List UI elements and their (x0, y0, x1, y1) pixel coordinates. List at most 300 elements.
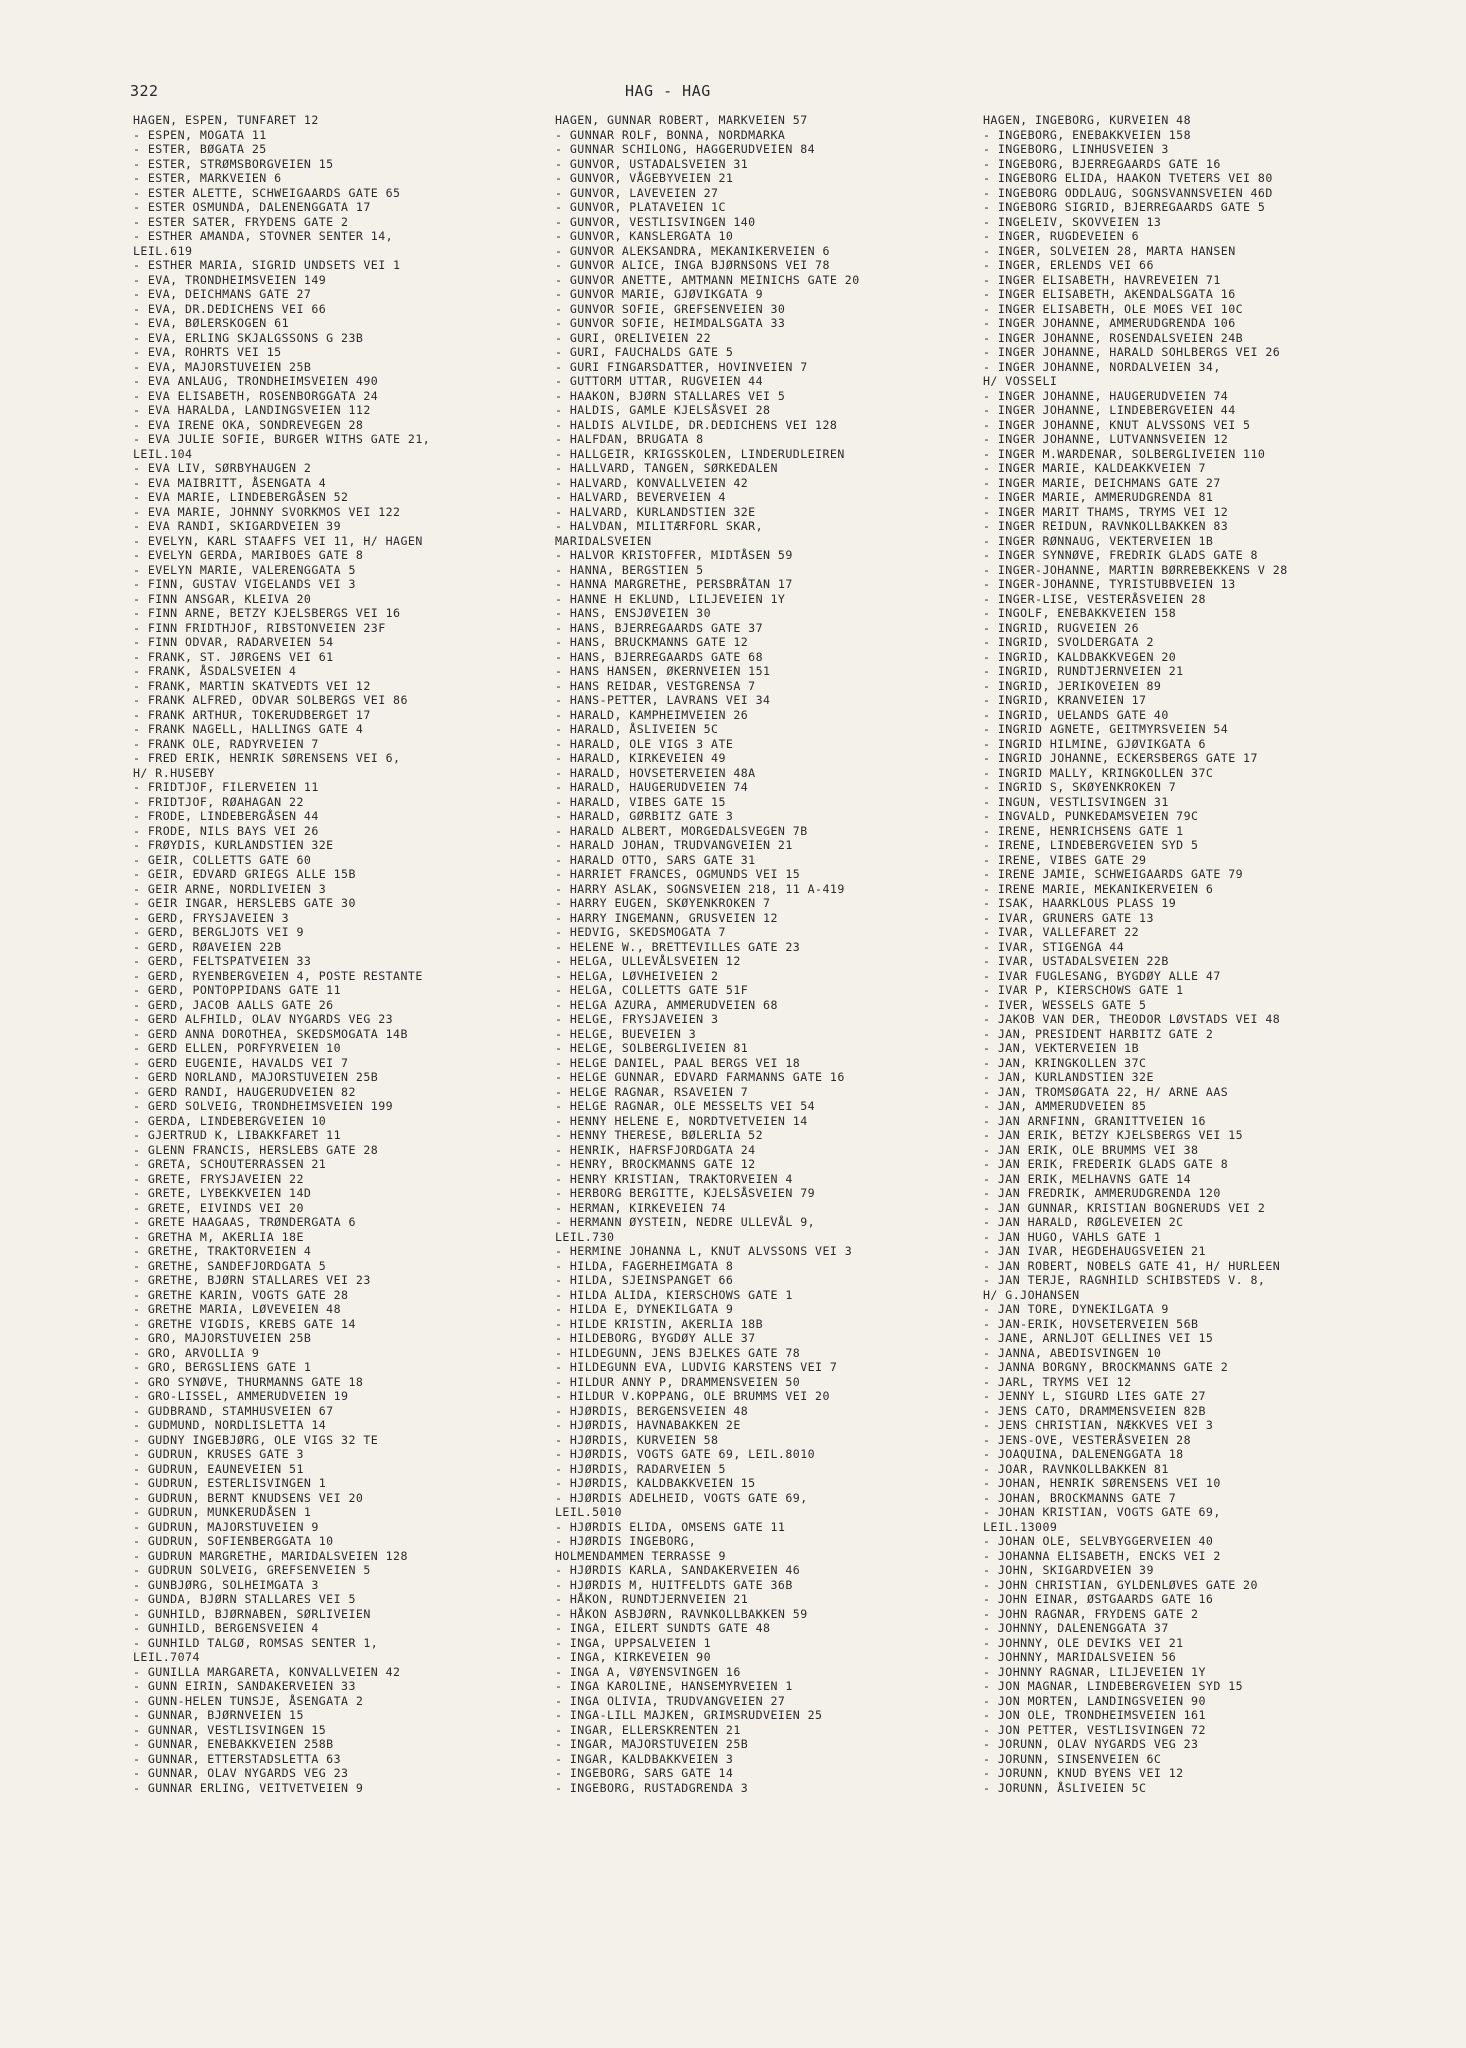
directory-entry: LEIL.730 (555, 1229, 615, 1244)
directory-entry: - EVELYN MARIE, VALERENGGATA 5 (133, 562, 356, 577)
directory-entry: - GRETHE, TRAKTORVEIEN 4 (133, 1244, 312, 1258)
directory-entry: - HILDA ALIDA, KIERSCHOWS GATE 1 (555, 1287, 793, 1302)
directory-entry: - HALVARD, KONVALLVEIEN 42 (555, 475, 749, 490)
directory-entry: - GRO, ARVOLLIA 9 (133, 1345, 260, 1360)
directory-entry: - JOHNNY, OLE DEVIKS VEI 21 (983, 1635, 1184, 1650)
directory-entry: - GUDRUN, MUNKERUDÅSEN 1 (133, 1505, 312, 1519)
directory-entry: - IVAR, USTADALSVEIEN 22B (983, 954, 1169, 968)
page-number: 322 (130, 82, 159, 100)
directory-entry: - JARL, TRYMS VEI 12 (983, 1374, 1132, 1389)
directory-entry: - GUTTORM UTTAR, RUGVEIEN 44 (555, 374, 764, 388)
directory-entry: - INGER-JOHANNE, MARTIN BØRREBEKKENS V 28 (983, 562, 1288, 577)
directory-entry: - GUNVOR, USTADALSVEIEN 31 (555, 156, 749, 171)
directory-entry: - HARALD, VIBES GATE 15 (555, 794, 726, 809)
directory-entry: - HARALD, ÅSLIVEIEN 5C (555, 722, 719, 736)
directory-entry: - HENRY, BROCKMANNS GATE 12 (555, 1157, 756, 1171)
directory-entry: LEIL.619 (133, 243, 193, 258)
directory-entry: - INGUN, VESTLISVINGEN 31 (983, 794, 1169, 809)
directory-entry: - GUDRUN SOLVEIG, GREFSENVEIEN 5 (133, 1563, 371, 1577)
directory-entry: - GUNVOR ALEKSANDRA, MEKANIKERVEIEN 6 (555, 243, 830, 258)
directory-entry: - FRODE, LINDEBERGÅSEN 44 (133, 809, 319, 823)
directory-entry: - EVA, MAJORSTUVEIEN 25B (133, 359, 312, 374)
directory-entry: - JAKOB VAN DER, THEODOR LØVSTADS VEI 48 (983, 1012, 1281, 1026)
directory-entry: - HANS HANSEN, ØKERNVEIEN 151 (555, 664, 771, 678)
directory-entry: - INGER RØNNAUG, VEKTERVEIEN 1B (983, 533, 1214, 548)
directory-entry: - ESTER SATER, FRYDENS GATE 2 (133, 214, 349, 229)
directory-entry: - INGRID, JERIKOVEIEN 89 (983, 678, 1162, 693)
directory-entry: - GERDA, LINDEBERGVEIEN 10 (133, 1113, 327, 1128)
directory-entry: - ESTER ALETTE, SCHWEIGAARDS GATE 65 (133, 185, 401, 200)
directory-entry: - GERD ALFHILD, OLAV NYGARDS VEG 23 (133, 1012, 394, 1026)
directory-entry: - HARRY INGEMANN, GRUSVEIEN 12 (555, 910, 778, 925)
directory-entry: - INGER JOHANNE, ROSENDALSVEIEN 24B (983, 330, 1244, 345)
directory-entry: - GUNNAR, OLAV NYGARDS VEG 23 (133, 1766, 349, 1780)
directory-entry: - GRETHE, BJØRN STALLARES VEI 23 (133, 1273, 371, 1287)
directory-entry: - GERD, RYENBERGVEIEN 4, POSTE RESTANTE (133, 968, 423, 983)
directory-entry: - ISAK, HAARKLOUS PLASS 19 (983, 896, 1177, 910)
directory-entry: - FRANK, ÅSDALSVEIEN 4 (133, 664, 297, 678)
directory-entry: - JENS CHRISTIAN, NÆKKVES VEI 3 (983, 1418, 1214, 1432)
directory-entry: - GUNNAR ERLING, VEITVETVEIEN 9 (133, 1780, 364, 1795)
directory-entry: - GURI, ORELIVEIEN 22 (555, 330, 712, 345)
directory-entry: - JAN IVAR, HEGDEHAUGSVEIEN 21 (983, 1244, 1206, 1258)
directory-entry: - JON MORTEN, LANDINGSVEIEN 90 (983, 1693, 1206, 1708)
directory-entry: - HJØRDIS, RADARVEIEN 5 (555, 1461, 726, 1476)
directory-entry: - GJERTRUD K, LIBAKKFARET 11 (133, 1128, 342, 1142)
directory-entry: HAGEN, INGEBORG, KURVEIEN 48 (983, 113, 1192, 127)
directory-entry: - FRANK ARTHUR, TOKERUDBERGET 17 (133, 707, 371, 722)
directory-entry: - INGA KAROLINE, HANSEMYRVEIEN 1 (555, 1679, 793, 1693)
directory-entry: - IRENE, VIBES GATE 29 (983, 852, 1147, 867)
directory-entry: - GUNILLA MARGARETA, KONVALLVEIEN 42 (133, 1664, 401, 1679)
directory-entry: - INGA, EILERT SUNDTS GATE 48 (555, 1621, 771, 1635)
directory-entry: - HJØRDIS, VOGTS GATE 69, LEIL.8010 (555, 1447, 816, 1461)
directory-entry: - HENNY THERESE, BØLERLIA 52 (555, 1128, 764, 1142)
directory-entry: - HANS, BJERREGAARDS GATE 68 (555, 649, 764, 664)
directory-entry: - JENNY L, SIGURD LIES GATE 27 (983, 1389, 1206, 1403)
directory-entry: - INGEBORG, BJERREGAARDS GATE 16 (983, 156, 1221, 171)
directory-entry: - GERD, FRYSJAVEIEN 3 (133, 910, 290, 925)
directory-entry: - FINN ANSGAR, KLEIVA 20 (133, 591, 312, 606)
directory-entry: - HERMANN ØYSTEIN, NEDRE ULLEVÅL 9, (555, 1215, 816, 1229)
directory-entry: - EVA, DEICHMANS GATE 27 (133, 287, 312, 301)
directory-entry: - JAN, VEKTERVEIEN 1B (983, 1041, 1140, 1055)
directory-entry: - INGA, KIRKEVEIEN 90 (555, 1650, 712, 1664)
directory-entry: HAGEN, GUNNAR ROBERT, MARKVEIEN 57 (555, 113, 808, 127)
directory-entry: - GUNVOR SOFIE, GREFSENVEIEN 30 (555, 301, 786, 316)
directory-entry: - HJØRDIS INGEBORG, (555, 1534, 697, 1548)
directory-entry: - JOHN CHRISTIAN, GYLDENLØVES GATE 20 (983, 1577, 1258, 1592)
directory-entry: - JAN ERIK, BETZY KJELSBERGS VEI 15 (983, 1128, 1244, 1142)
directory-entry: - JOHAN OLE, SELVBYGGERVEIEN 40 (983, 1534, 1214, 1548)
directory-entry: - GUDRUN, KRUSES GATE 3 (133, 1447, 304, 1461)
directory-entry: - GERD ELLEN, PORFYRVEIEN 10 (133, 1041, 342, 1055)
directory-entry: - JOHAN, BROCKMANNS GATE 7 (983, 1490, 1177, 1505)
directory-entry: - HELGA, LØVHEIVEIEN 2 (555, 968, 719, 983)
directory-entry: - HELGE RAGNAR, OLE MESSELTS VEI 54 (555, 1099, 816, 1113)
directory-entry: - ESTER, BØGATA 25 (133, 142, 267, 156)
directory-entry: - INGRID, KRANVEIEN 17 (983, 693, 1147, 707)
directory-column-2 (555, 113, 979, 1795)
directory-entry: - GERD ANNA DOROTHEA, SKEDSMOGATA 14B (133, 1026, 408, 1041)
directory-entry: - HJØRDIS ELIDA, OMSENS GATE 11 (555, 1519, 786, 1534)
directory-entry: - GRETE, LYBEKKVEIEN 14D (133, 1186, 312, 1200)
directory-entry: - JAN, PRESIDENT HARBITZ GATE 2 (983, 1026, 1214, 1041)
directory-entry: - GERD, RØAVEIEN 22B (133, 939, 282, 954)
directory-entry: - HANNA, BERGSTIEN 5 (555, 562, 704, 577)
directory-entry: - HJØRDIS, HAVNABAKKEN 2E (555, 1418, 741, 1432)
directory-entry: - JORUNN, OLAV NYGARDS VEG 23 (983, 1737, 1199, 1751)
directory-entry: - INGEBORG, LINHUSVEIEN 3 (983, 142, 1169, 156)
directory-entry: - HANS, ENSJØVEIEN 30 (555, 606, 712, 620)
directory-entry: - HELENE W., BRETTEVILLES GATE 23 (555, 939, 801, 954)
directory-entry: - GRO-LISSEL, AMMERUDVEIEN 19 (133, 1389, 349, 1403)
directory-entry: - GUNBJØRG, SOLHEIMGATA 3 (133, 1577, 319, 1592)
directory-entry: - GUNNAR, VESTLISVINGEN 15 (133, 1722, 327, 1737)
directory-entry: - JENS CATO, DRAMMENSVEIEN 82B (983, 1403, 1206, 1418)
directory-entry: - GUNVOR, KANSLERGATA 10 (555, 229, 734, 243)
directory-entry: - FRANK, MARTIN SKATVEDTS VEI 12 (133, 678, 371, 693)
directory-entry: - FINN, GUSTAV VIGELANDS VEI 3 (133, 577, 356, 591)
directory-entry: - ESTER, STRØMSBORGVEIEN 15 (133, 156, 334, 171)
directory-entry: - GUDMUND, NORDLISLETTA 14 (133, 1418, 327, 1432)
directory-entry: - FRED ERIK, HENRIK SØRENSENS VEI 6, (133, 751, 401, 765)
directory-entry: - HANS-PETTER, LAVRANS VEI 34 (555, 693, 771, 707)
directory-entry: - JOHAN KRISTIAN, VOGTS GATE 69, (983, 1505, 1221, 1519)
directory-entry: - HJØRDIS M, HUITFELDTS GATE 36B (555, 1577, 793, 1592)
directory-entry: - INGER MARIT THAMS, TRYMS VEI 12 (983, 504, 1229, 519)
directory-entry: - HALDIS ALVILDE, DR.DEDICHENS VEI 128 (555, 417, 838, 432)
directory-entry: - INGER JOHANNE, KNUT ALVSSONS VEI 5 (983, 417, 1251, 432)
directory-entry: - INGA OLIVIA, TRUDVANGVEIEN 27 (555, 1693, 786, 1708)
directory-entry: - JAN FREDRIK, AMMERUDGRENDA 120 (983, 1186, 1221, 1200)
directory-entry: - JOHNNY, MARIDALSVEIEN 56 (983, 1650, 1177, 1664)
directory-entry: - EVA, BØLERSKOGEN 61 (133, 316, 290, 330)
directory-entry: - INGEBORG SIGRID, BJERREGAARDS GATE 5 (983, 200, 1266, 214)
directory-entry: - HILDEGUNN EVA, LUDVIG KARSTENS VEI 7 (555, 1360, 838, 1374)
directory-entry: - HEDVIG, SKEDSMOGATA 7 (555, 925, 726, 939)
directory-entry: - INGOLF, ENEBAKKVEIEN 158 (983, 606, 1177, 620)
directory-entry: - HALLGEIR, KRIGSSKOLEN, LINDERUDLEIREN (555, 446, 845, 461)
directory-entry: - JAN ERIK, OLE BRUMMS VEI 38 (983, 1142, 1199, 1157)
directory-entry: H/ VOSSELI (983, 374, 1058, 388)
directory-entry: - HELGA, COLLETTS GATE 51F (555, 983, 749, 997)
directory-entry: - JENS-OVE, VESTERÅSVEIEN 28 (983, 1432, 1192, 1447)
directory-column-3 (983, 113, 1423, 1795)
directory-entry: - EVA MARIE, JOHNNY SVORKMOS VEI 122 (133, 504, 401, 519)
directory-entry: - HELGE, BUEVEIEN 3 (555, 1026, 697, 1041)
directory-entry: - INGA-LILL MAJKEN, GRIMSRUDVEIEN 25 (555, 1708, 823, 1722)
directory-entry: - ESTER, MARKVEIEN 6 (133, 171, 282, 185)
directory-entry: - INGAR, ELLERSKRENTEN 21 (555, 1722, 741, 1737)
directory-entry: - FINN ARNE, BETZY KJELSBERGS VEI 16 (133, 606, 401, 620)
directory-entry: - HARALD, HOVSETERVEIEN 48A (555, 765, 756, 780)
directory-entry: - JAN, TROMSØGATA 22, H/ ARNE AAS (983, 1084, 1229, 1099)
directory-entry: - JOAQUINA, DALENENGGATA 18 (983, 1447, 1184, 1461)
directory-entry: - GEIR, EDVARD GRIEGS ALLE 15B (133, 867, 356, 881)
directory-entry: - EVA MARIE, LINDEBERGÅSEN 52 (133, 490, 349, 504)
directory-entry: - FRANK, ST. JØRGENS VEI 61 (133, 649, 334, 664)
directory-entry: - FRIDTJOF, FILERVEIEN 11 (133, 780, 319, 794)
directory-entry: - HERMINE JOHANNA L, KNUT ALVSSONS VEI 3 (555, 1244, 853, 1258)
directory-entry: - IVAR P, KIERSCHOWS GATE 1 (983, 983, 1184, 997)
directory-entry: - INGER, ERLENDS VEI 66 (983, 258, 1154, 272)
directory-entry: - INGEBORG ODDLAUG, SOGNSVANNSVEIEN 46D (983, 185, 1273, 200)
directory-column-1 (133, 113, 551, 1795)
directory-entry: - IVAR, STIGENGA 44 (983, 939, 1125, 954)
directory-entry: - INGER SYNNØVE, FREDRIK GLADS GATE 8 (983, 548, 1258, 562)
directory-entry: - INGER-LISE, VESTERÅSVEIEN 28 (983, 591, 1206, 606)
directory-entry: - JOAR, RAVNKOLLBAKKEN 81 (983, 1461, 1169, 1476)
directory-entry: - INGER MARIE, DEICHMANS GATE 27 (983, 475, 1221, 490)
directory-entry: - HILDEBORG, BYGDØY ALLE 37 (555, 1331, 756, 1345)
directory-entry: - HILDE KRISTIN, AKERLIA 18B (555, 1316, 764, 1331)
directory-entry: - HAAKON, BJØRN STALLARES VEI 5 (555, 388, 786, 403)
directory-entry: - HELGE, FRYSJAVEIEN 3 (555, 1012, 719, 1026)
directory-entry: - GEIR ARNE, NORDLIVEIEN 3 (133, 881, 327, 896)
directory-entry: - GURI FINGARSDATTER, HOVINVEIEN 7 (555, 359, 808, 374)
directory-entry: - EVA JULIE SOFIE, BURGER WITHS GATE 21, (133, 432, 431, 446)
directory-entry: - HILDUR ANNY P, DRAMMENSVEIEN 50 (555, 1374, 801, 1389)
directory-entry: - INGER JOHANNE, LUTVANNSVEIEN 12 (983, 432, 1229, 446)
directory-entry: - INGER MARIE, KALDEAKKVEIEN 7 (983, 461, 1206, 475)
directory-entry: - HJØRDIS, KURVEIEN 58 (555, 1432, 719, 1447)
directory-entry: - GUNVOR, LAVEVEIEN 27 (555, 185, 719, 200)
directory-entry: - HARRY ASLAK, SOGNSVEIEN 218, 11 A-419 (555, 881, 845, 896)
directory-entry: - JAN-ERIK, HOVSETERVEIEN 56B (983, 1316, 1199, 1331)
running-head: HAG - HAG (625, 82, 711, 100)
directory-entry: - FRANK ALFRED, ODVAR SOLBERGS VEI 86 (133, 693, 408, 707)
directory-entry: - HELGE GUNNAR, EDVARD FARMANNS GATE 16 (555, 1070, 845, 1084)
directory-entry: - HELGE, SOLBERGLIVEIEN 81 (555, 1041, 749, 1055)
directory-entry: - HELGA, ULLEVÅLSVEIEN 12 (555, 954, 741, 968)
directory-entry: - INGER ELISABETH, HAVREVEIEN 71 (983, 272, 1221, 287)
directory-entry: - JAN TORE, DYNEKILGATA 9 (983, 1302, 1169, 1316)
directory-entry: - JOHNNY, DALENENGGATA 37 (983, 1621, 1169, 1635)
directory-entry: - INGEBORG, ENEBAKKVEIEN 158 (983, 127, 1192, 142)
directory-entry: - GRETHE, SANDEFJORDGATA 5 (133, 1258, 327, 1273)
directory-entry: - HILDUR V.KOPPANG, OLE BRUMMS VEI 20 (555, 1389, 830, 1403)
directory-entry: - IRENE, LINDEBERGVEIEN SYD 5 (983, 838, 1199, 852)
directory-entry: HAGEN, ESPEN, TUNFARET 12 (133, 113, 319, 127)
directory-entry: - INGER-JOHANNE, TYRISTUBBVEIEN 13 (983, 577, 1236, 591)
directory-entry: - GRETE, EIVINDS VEI 20 (133, 1200, 304, 1215)
directory-entry: - INGRID, RUGVEIEN 26 (983, 620, 1140, 635)
directory-entry: - INGRID, UELANDS GATE 40 (983, 707, 1169, 722)
directory-entry: - JON OLE, TRONDHEIMSVEIEN 161 (983, 1708, 1206, 1722)
directory-entry: - GERD NORLAND, MAJORSTUVEIEN 25B (133, 1070, 379, 1084)
directory-entry: - GUDRUN, EAUNEVEIEN 51 (133, 1461, 304, 1476)
directory-entry: - HANNA MARGRETHE, PERSBRÅTAN 17 (555, 577, 793, 591)
directory-entry: - GURI, FAUCHALDS GATE 5 (555, 345, 734, 359)
directory-entry: - INGAR, MAJORSTUVEIEN 25B (555, 1737, 749, 1751)
directory-entry: - JAN, AMMERUDVEIEN 85 (983, 1099, 1147, 1113)
directory-entry: - HALLVARD, TANGEN, SØRKEDALEN (555, 461, 778, 475)
directory-entry: - INGAR, KALDBAKKVEIEN 3 (555, 1751, 734, 1766)
directory-entry: - HARALD JOHAN, TRUDVANGVEIEN 21 (555, 838, 793, 852)
directory-entry: - HALVARD, BEVERVEIEN 4 (555, 490, 726, 504)
directory-entry: - FRANK NAGELL, HALLINGS GATE 4 (133, 722, 364, 736)
directory-entry: H/ G.JOHANSEN (983, 1287, 1080, 1302)
directory-entry: - GUNVOR ALICE, INGA BJØRNSONS VEI 78 (555, 258, 830, 272)
directory-entry: - EVA IRENE OKA, SONDREVEGEN 28 (133, 417, 364, 432)
directory-entry: - JAN ERIK, MELHAVNS GATE 14 (983, 1171, 1192, 1186)
directory-entry: - GUNDA, BJØRN STALLARES VEI 5 (133, 1592, 356, 1606)
directory-entry: - JAN HARALD, RØGLEVEIEN 2C (983, 1215, 1184, 1229)
directory-entry: - INGER, RUGDEVEIEN 6 (983, 229, 1140, 243)
directory-entry: - HENRY KRISTIAN, TRAKTORVEIEN 4 (555, 1171, 793, 1186)
directory-entry: - HALVARD, KURLANDSTIEN 32E (555, 504, 756, 519)
directory-entry: - INGVALD, PUNKEDAMSVEIEN 79C (983, 809, 1199, 823)
directory-entry: - EVA, ROHRTS VEI 15 (133, 345, 282, 359)
directory-entry: - HELGE RAGNAR, RSAVEIEN 7 (555, 1084, 749, 1099)
directory-entry: - ESTER OSMUNDA, DALENENGGATA 17 (133, 200, 371, 214)
directory-entry: - JORUNN, KNUD BYENS VEI 12 (983, 1766, 1184, 1780)
directory-entry: - GUNVOR ANETTE, AMTMANN MEINICHS GATE 20 (555, 272, 860, 287)
directory-entry: - HÅKON, RUNDTJERNVEIEN 21 (555, 1592, 749, 1606)
directory-entry: - JAN, KRINGKOLLEN 37C (983, 1055, 1147, 1070)
directory-entry: - HJØRDIS, KALDBAKKVEIEN 15 (555, 1476, 756, 1490)
directory-entry: - INGER, SOLVEIEN 28, MARTA HANSEN (983, 243, 1236, 258)
directory-entry: - GERD, BERGLJOTS VEI 9 (133, 925, 304, 939)
directory-entry: - EVA ELISABETH, ROSENBORGGATA 24 (133, 388, 379, 403)
directory-entry: - FRØYDIS, KURLANDSTIEN 32E (133, 838, 334, 852)
directory-entry: - HARALD ALBERT, MORGEDALSVEGEN 7B (555, 823, 808, 838)
directory-entry: - EVA HARALDA, LANDINGSVEIEN 112 (133, 403, 371, 417)
directory-entry: - INGEBORG, SARS GATE 14 (555, 1766, 734, 1780)
directory-entry: LEIL.104 (133, 446, 193, 461)
directory-entry: - INGER JOHANNE, HARALD SOHLBERGS VEI 26 (983, 345, 1281, 359)
directory-entry: LEIL.7074 (133, 1650, 200, 1664)
directory-entry: - INGER JOHANNE, HAUGERUDVEIEN 74 (983, 388, 1229, 403)
directory-entry: - INGER JOHANNE, AMMERUDGRENDA 106 (983, 316, 1236, 330)
directory-entry: - GRETHE KARIN, VOGTS GATE 28 (133, 1287, 349, 1302)
directory-entry: - ESPEN, MOGATA 11 (133, 127, 267, 142)
directory-entry: - INGRID HILMINE, GJØVIKGATA 6 (983, 736, 1206, 751)
directory-entry: - JOHAN, HENRIK SØRENSENS VEI 10 (983, 1476, 1221, 1490)
directory-entry: - IRENE JAMIE, SCHWEIGAARDS GATE 79 (983, 867, 1244, 881)
directory-entry: - JON MAGNAR, LINDEBERGVEIEN SYD 15 (983, 1679, 1244, 1693)
directory-entry: - GUNHILD TALGØ, ROMSAS SENTER 1, (133, 1635, 379, 1650)
directory-entry: - INGELEIV, SKOVVEIEN 13 (983, 214, 1162, 229)
directory-entry: - HILDEGUNN, JENS BJELKES GATE 78 (555, 1345, 801, 1360)
directory-entry: - FINN FRIDTHJOF, RIBSTONVEIEN 23F (133, 620, 386, 635)
directory-entry: - GUDRUN MARGRETHE, MARIDALSVEIEN 128 (133, 1548, 408, 1563)
directory-entry: - INGRID AGNETE, GEITMYRSVEIEN 54 (983, 722, 1229, 736)
directory-entry: - GUNNAR, BJØRNVEIEN 15 (133, 1708, 304, 1722)
directory-entry: - INGRID S, SKØYENKROKEN 7 (983, 780, 1177, 794)
directory-entry: - HÅKON ASBJØRN, RAVNKOLLBAKKEN 59 (555, 1606, 808, 1621)
directory-entry: - HALDIS, GAMLE KJELSÅSVEI 28 (555, 403, 771, 417)
directory-entry: - GUNHILD, BJØRNABEN, SØRLIVEIEN (133, 1606, 371, 1621)
directory-entry: - HENRIK, HAFRSFJORDGATA 24 (555, 1142, 756, 1157)
directory-entry: - JOHN, SKIGARDVEIEN 39 (983, 1563, 1154, 1577)
directory-entry: - JANNA, ABEDISVINGEN 10 (983, 1345, 1162, 1360)
directory-entry: - JAN ROBERT, NOBELS GATE 41, H/ HURLEEN (983, 1258, 1281, 1273)
directory-entry: - JOHN EINAR, ØSTGAARDS GATE 16 (983, 1592, 1214, 1606)
directory-entry: - GUDRUN, SOFIENBERGGATA 10 (133, 1534, 334, 1548)
directory-entry: - INGER JOHANNE, NORDALVEIEN 34, (983, 359, 1221, 374)
directory-entry: - HARALD, GØRBITZ GATE 3 (555, 809, 734, 823)
directory-entry: - HANS REIDAR, VESTGRENSA 7 (555, 678, 756, 693)
directory-entry: - JORUNN, SINSENVEIEN 6C (983, 1751, 1162, 1766)
directory-entry: - EVA, ERLING SKJALGSSONS G 23B (133, 330, 364, 345)
directory-entry: - GRO, BERGSLIENS GATE 1 (133, 1360, 312, 1374)
directory-entry: - IVAR, GRUNERS GATE 13 (983, 910, 1154, 925)
directory-entry: - GRO, MAJORSTUVEIEN 25B (133, 1331, 312, 1345)
directory-entry: - EVA RANDI, SKIGARDVEIEN 39 (133, 519, 342, 533)
directory-entry: - EVELYN GERDA, MARIBOES GATE 8 (133, 548, 364, 562)
directory-entry: - GRETHE VIGDIS, KREBS GATE 14 (133, 1316, 356, 1331)
directory-entry: - GERD, FELTSPATVEIEN 33 (133, 954, 312, 968)
directory-entry: - JAN ERIK, FREDERIK GLADS GATE 8 (983, 1157, 1229, 1171)
directory-entry: - IVAR, VALLEFARET 22 (983, 925, 1140, 939)
directory-entry: - GERD SOLVEIG, TRONDHEIMSVEIEN 199 (133, 1099, 394, 1113)
directory-entry: - HARRIET FRANCES, OGMUNDS VEI 15 (555, 867, 801, 881)
directory-entry: - GUNVOR SOFIE, HEIMDALSGATA 33 (555, 316, 786, 330)
directory-entry: - GUNNAR, ETTERSTADSLETTA 63 (133, 1751, 342, 1766)
directory-entry: - JAN HUGO, VAHLS GATE 1 (983, 1229, 1162, 1244)
directory-entry: - GUDRUN, MAJORSTUVEIEN 9 (133, 1519, 319, 1534)
directory-entry: - GRETA, SCHOUTERRASSEN 21 (133, 1157, 327, 1171)
directory-entry: - GEIR, COLLETTS GATE 60 (133, 852, 312, 867)
directory-entry: - ESTHER MARIA, SIGRID UNDSETS VEI 1 (133, 258, 401, 272)
directory-entry: - GERD, PONTOPPIDANS GATE 11 (133, 983, 342, 997)
directory-entry: - INGER JOHANNE, LINDEBERGVEIEN 44 (983, 403, 1236, 417)
directory-entry: - HJØRDIS ADELHEID, VOGTS GATE 69, (555, 1490, 808, 1505)
directory-entry: - INGRID, SVOLDERGATA 2 (983, 635, 1154, 649)
directory-entry: - IRENE MARIE, MEKANIKERVEIEN 6 (983, 881, 1214, 896)
directory-entry: - INGRID, KALDBAKKVEGEN 20 (983, 649, 1177, 664)
directory-entry: - GRETE HAAGAAS, TRØNDERGATA 6 (133, 1215, 356, 1229)
directory-entry: - JOHANNA ELISABETH, ENCKS VEI 2 (983, 1548, 1221, 1563)
directory-entry: - INGEBORG, RUSTADGRENDA 3 (555, 1780, 749, 1795)
directory-entry: MARIDALSVEIEN (555, 533, 652, 548)
directory-entry: HOLMENDAMMEN TERRASSE 9 (555, 1548, 726, 1563)
directory-entry: - HARALD, HAUGERUDVEIEN 74 (555, 780, 749, 794)
directory-entry: - GUNNAR ROLF, BONNA, NORDMARKA (555, 127, 786, 142)
directory-entry: - INGER ELISABETH, AKENDALSGATA 16 (983, 287, 1236, 301)
directory-entry: - INGEBORG ELIDA, HAAKON TVETERS VEI 80 (983, 171, 1273, 185)
directory-entry: - HARALD OTTO, SARS GATE 31 (555, 852, 756, 867)
directory-entry: - GUNVOR, VÅGEBYVEIEN 21 (555, 171, 734, 185)
directory-entry: - GUNVOR, PLATAVEIEN 1C (555, 200, 726, 214)
directory-entry: - GLENN FRANCIS, HERSLEBS GATE 28 (133, 1142, 379, 1157)
directory-entry: - HJØRDIS, BERGENSVEIEN 48 (555, 1403, 749, 1418)
directory-entry: - GUDBRAND, STAMHUSVEIEN 67 (133, 1403, 334, 1418)
directory-entry: - IVER, WESSELS GATE 5 (983, 997, 1147, 1012)
directory-entry: - HARALD, OLE VIGS 3 ATE (555, 736, 734, 751)
directory-entry: - INGRID JOHANNE, ECKERSBERGS GATE 17 (983, 751, 1258, 765)
directory-entry: - GUDNY INGEBJØRG, OLE VIGS 32 TE (133, 1432, 379, 1447)
directory-entry: - GRETHA M, AKERLIA 18E (133, 1229, 304, 1244)
directory-entry: - GUNN EIRIN, SANDAKERVEIEN 33 (133, 1679, 356, 1693)
directory-entry: - HARALD, KAMPHEIMVEIEN 26 (555, 707, 749, 722)
directory-entry: - EVA MAIBRITT, ÅSENGATA 4 (133, 475, 327, 490)
directory-entry: - JAN GUNNAR, KRISTIAN BOGNERUDS VEI 2 (983, 1200, 1266, 1215)
directory-entry: - HELGA AZURA, AMMERUDVEIEN 68 (555, 997, 778, 1012)
directory-entry: - EVELYN, KARL STAAFFS VEI 11, H/ HAGEN (133, 533, 423, 548)
directory-entry: - GRO SYNØVE, THURMANNS GATE 18 (133, 1374, 364, 1389)
directory-entry: - HILDA E, DYNEKILGATA 9 (555, 1302, 734, 1316)
directory-entry: - INGRID, RUNDTJERNVEIEN 21 (983, 664, 1184, 678)
directory-entry: - HELGE DANIEL, PAAL BERGS VEI 18 (555, 1055, 801, 1070)
directory-entry: - GERD, JACOB AALLS GATE 26 (133, 997, 334, 1012)
directory-entry: - INGA A, VØYENSVINGEN 16 (555, 1664, 741, 1679)
directory-entry: - EVA, DR.DEDICHENS VEI 66 (133, 301, 327, 316)
directory-entry: - HERBORG BERGITTE, KJELSÅSVEIEN 79 (555, 1186, 816, 1200)
directory-entry: - GUNN-HELEN TUNSJE, ÅSENGATA 2 (133, 1693, 364, 1708)
